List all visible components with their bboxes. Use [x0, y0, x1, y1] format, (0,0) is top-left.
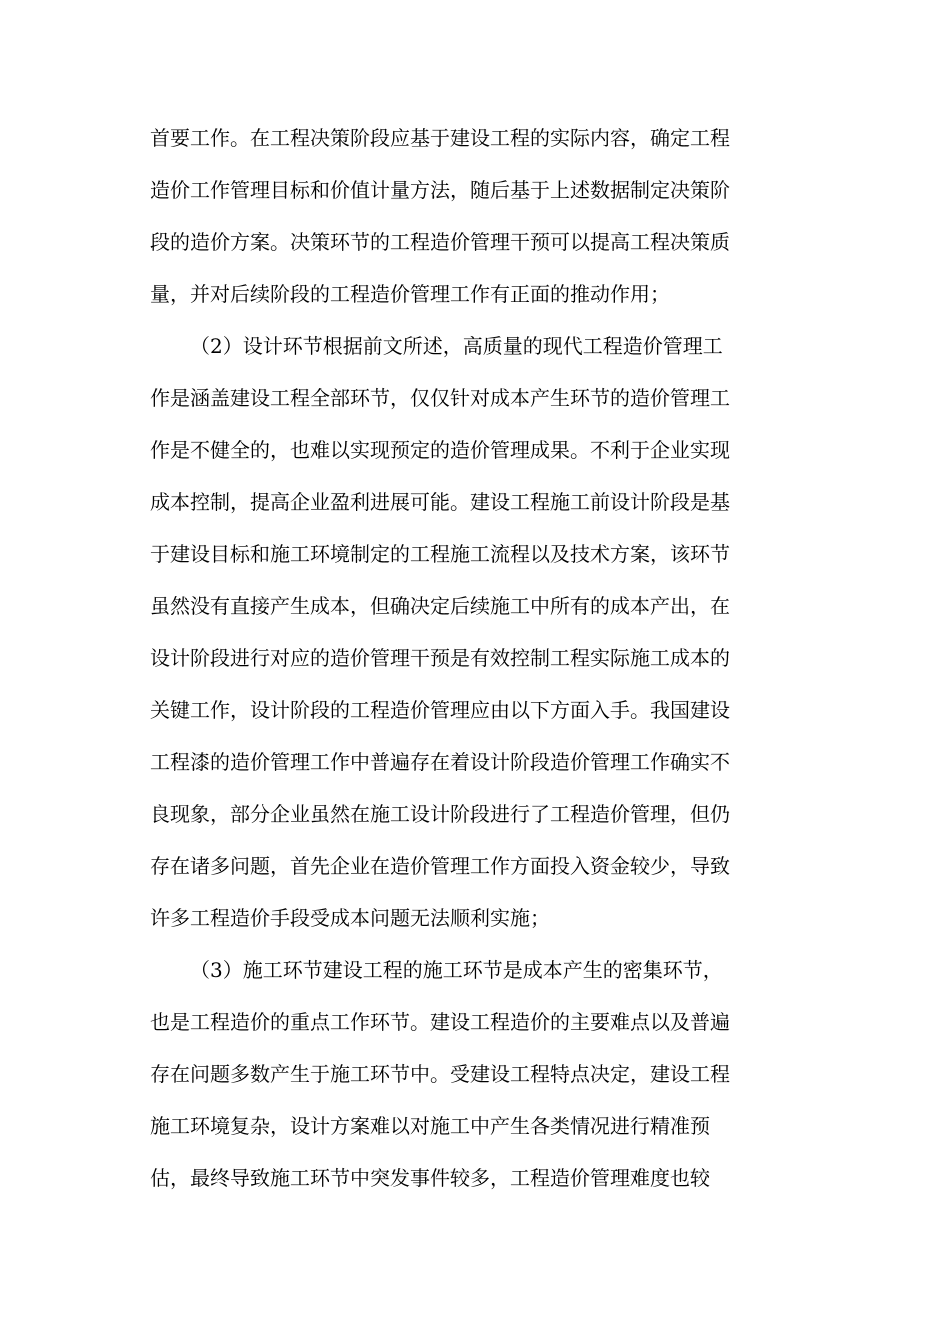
- text-line-10: 虽然没有直接产生成本，但确决定后续施工中所有的成本产出，在: [150, 594, 730, 618]
- text-line-15: 存在诸多问题，首先企业在造价管理工作方面投入资金较少，导致: [150, 854, 730, 878]
- text-line-17: （3）施工环节建设工程的施工环节是成本产生的密集环节，: [190, 958, 723, 982]
- text-line-14: 良现象，部分企业虽然在施工设计阶段进行了工程造价管理，但仍: [150, 802, 730, 826]
- text-line-3: 段的造价方案。决策环节的工程造价管理干预可以提高工程决策质: [150, 230, 730, 254]
- body-text: [150, 112, 810, 1204]
- text-line-19: 存在问题多数产生于施工环节中。受建设工程特点决定，建设工程: [150, 1062, 730, 1086]
- text-line-21: 估，最终导致施工环节中突发事件较多，工程造价管理难度也较: [150, 1166, 710, 1190]
- text-line-4: 量，并对后续阶段的工程造价管理工作有正面的推动作用；: [150, 282, 670, 306]
- text-line-20: 施工环境复杂，设计方案难以对施工中产生各类情况进行精准预: [150, 1114, 710, 1138]
- text-line-16: 许多工程造价手段受成本问题无法顺利实施；: [150, 906, 550, 930]
- text-line-9: 于建设目标和施工环境制定的工程施工流程以及技术方案，该环节: [150, 542, 730, 566]
- text-line-6: 作是涵盖建设工程全部环节，仅仅针对成本产生环节的造价管理工: [150, 386, 730, 410]
- text-line-5: （2）设计环节根据前文所述，高质量的现代工程造价管理工: [190, 334, 723, 358]
- text-line-7: 作是不健全的，也难以实现预定的造价管理成果。不利于企业实现: [150, 438, 730, 462]
- text-line-12: 关键工作，设计阶段的工程造价管理应由以下方面入手。我国建设: [150, 698, 730, 722]
- text-line-1: 首要工作。在工程决策阶段应基于建设工程的实际内容，确定工程: [150, 126, 730, 150]
- text-line-2: 造价工作管理目标和价值计量方法，随后基于上述数据制定决策阶: [150, 178, 730, 202]
- text-line-13: 工程漆的造价管理工作中普遍存在着设计阶段造价管理工作确实不: [150, 750, 730, 774]
- text-line-11: 设计阶段进行对应的造价管理干预是有效控制工程实际施工成本的: [150, 646, 730, 670]
- text-line-8: 成本控制，提高企业盈利进展可能。建设工程施工前设计阶段是基: [150, 490, 730, 514]
- text-line-18: 也是工程造价的重点工作环节。建设工程造价的主要难点以及普遍: [150, 1010, 730, 1034]
